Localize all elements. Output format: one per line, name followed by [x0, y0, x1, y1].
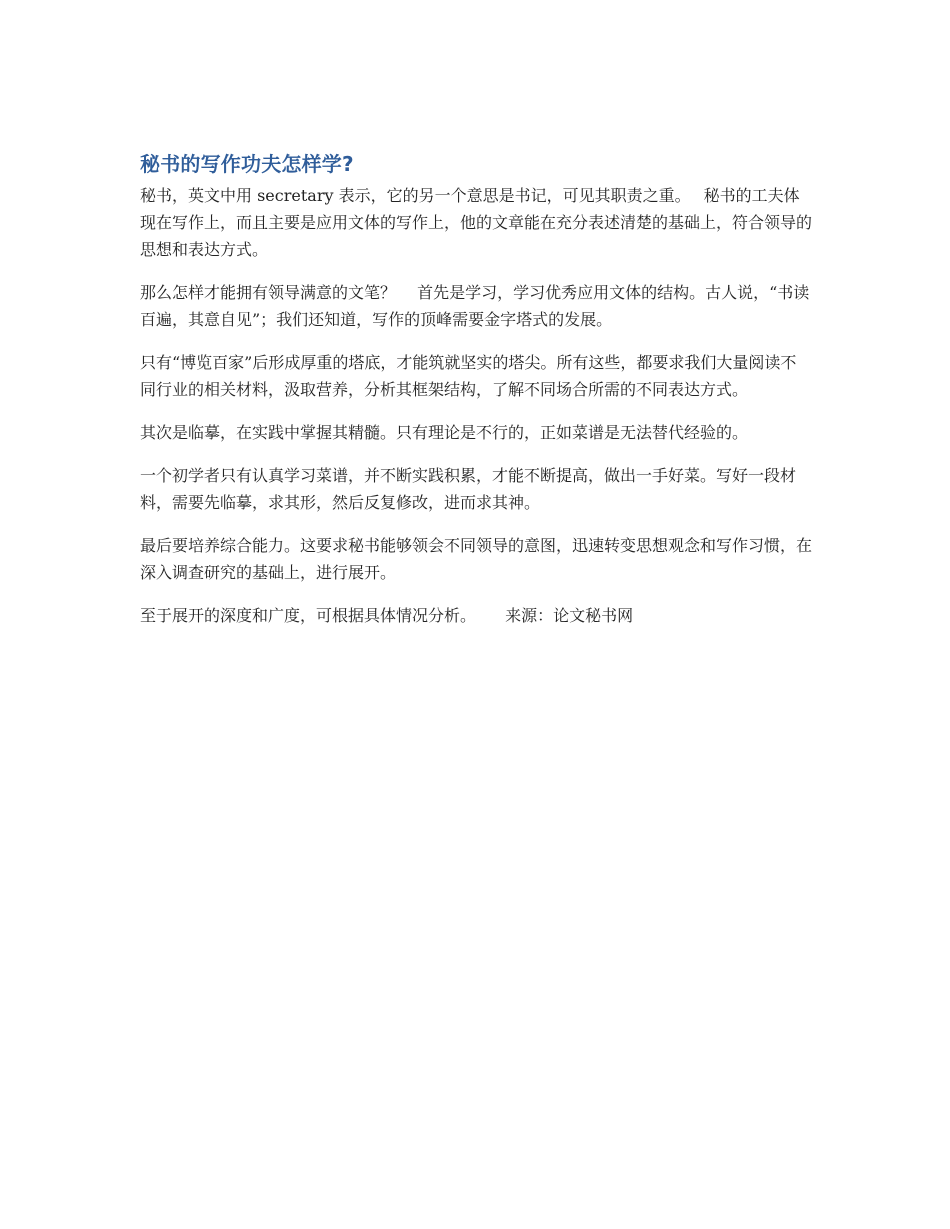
paragraph-1: 秘书，英文中用 secretary 表示，它的另一个意思是书记，可见其职责之重。 秘书的工夫体现在写作上，而且主要是应用文体的写作上，他的文章能在充分表述清楚的基础上，符合领导的思想和表达方式。 — [140, 186, 813, 259]
document-body — [140, 148, 812, 645]
paragraph-7: 至于展开的深度和广度，可根据具体情况分析。 来源：论文秘书网 — [140, 606, 634, 625]
paragraph-4: 其次是临摹，在实践中掌握其精髓。只有理论是不行的，正如菜谱是无法替代经验的。 — [140, 423, 749, 442]
document-title: 秘书的写作功夫怎样学? — [140, 152, 354, 176]
paragraph-2: 那么怎样才能拥有领导满意的文笔？ 首先是学习，学习优秀应用文体的结构。古人说，“书读百遍，其意自见”；我们还知道，写作的顶峰需要金字塔式的发展。 — [140, 283, 810, 329]
paragraph-5: 一个初学者只有认真学习菜谱，并不断实践积累，才能不断提高，做出一手好菜。写好一段材料，需要先临摹，求其形，然后反复修改，进而求其神。 — [140, 466, 797, 512]
paragraph-3: 只有“博览百家”后形成厚重的塔底，才能筑就坚实的塔尖。所有这些，都要求我们大量阅读不同行业的相关材料，汲取营养，分析其框架结构，了解不同场合所需的不同表达方式。 — [140, 353, 797, 399]
paragraph-6: 最后要培养综合能力。这要求秘书能够领会不同领导的意图，迅速转变思想观念和写作习惯，在深入调查研究的基础上，进行展开。 — [140, 536, 813, 582]
